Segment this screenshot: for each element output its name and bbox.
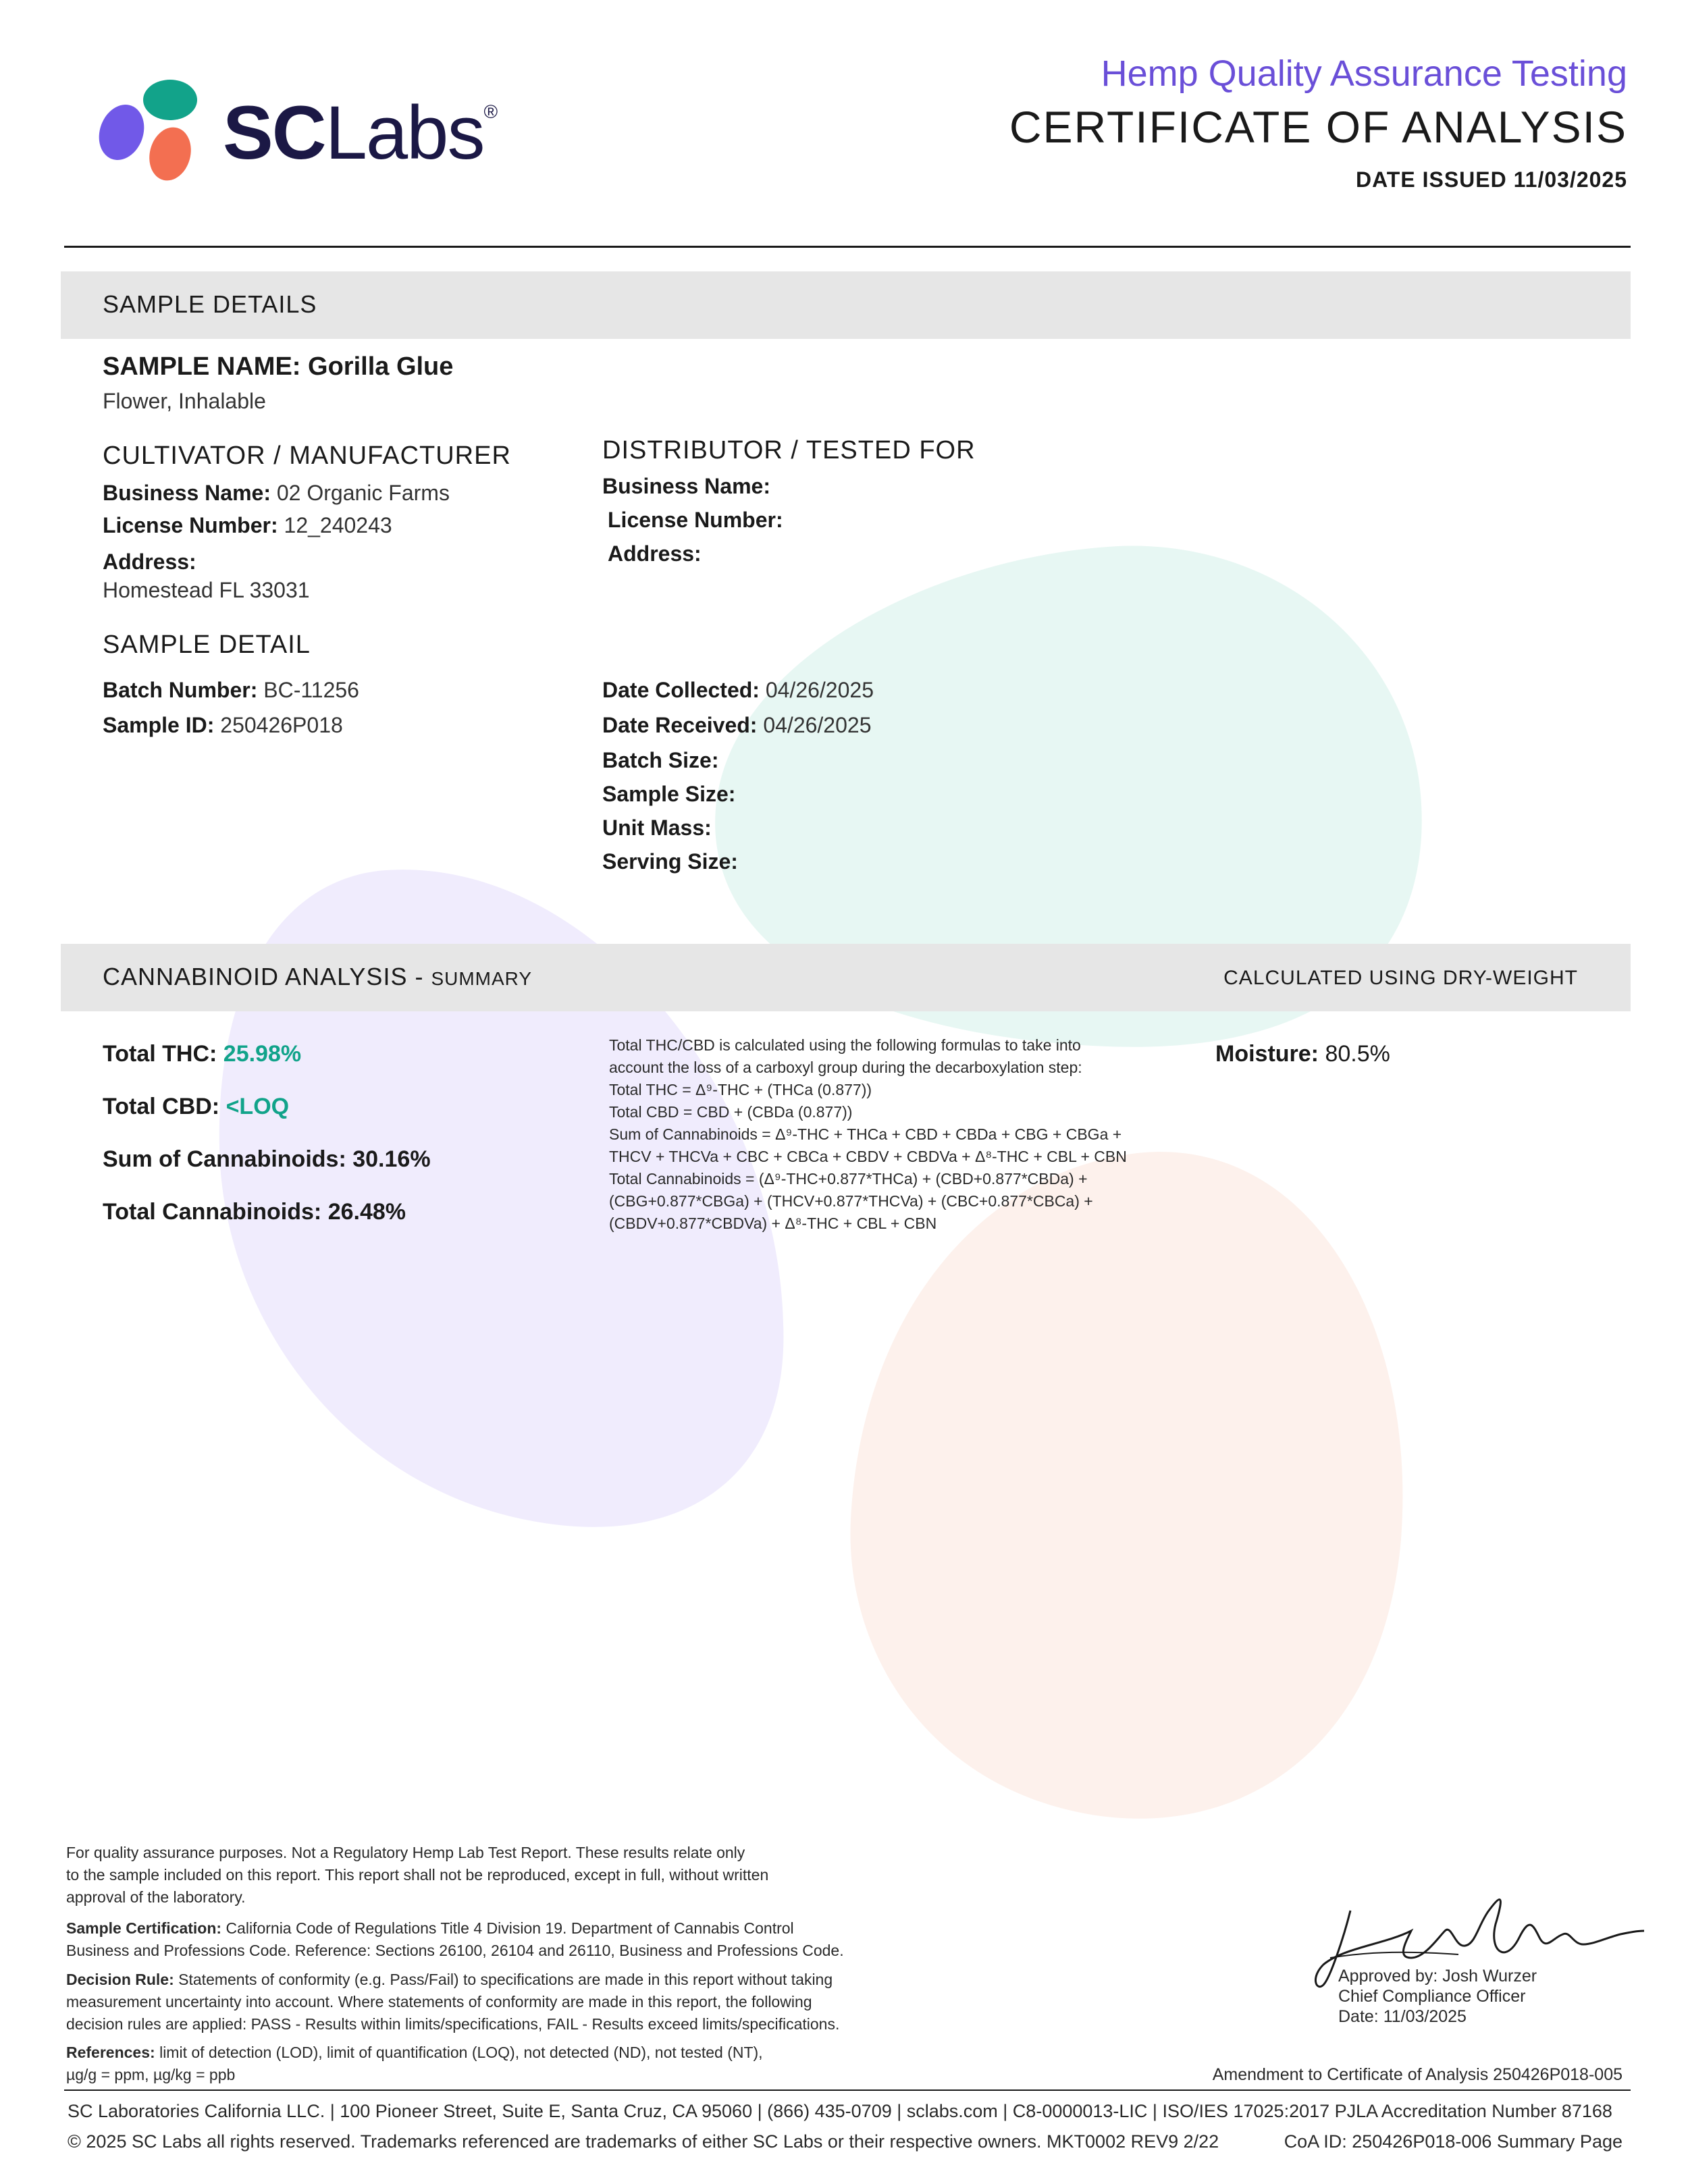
cultivator-address-label-text: Address: xyxy=(103,550,196,574)
approval-block xyxy=(1338,1966,1537,2027)
sample-size xyxy=(602,782,735,807)
decision-rule-label: Decision Rule: xyxy=(66,1971,174,1988)
batch-size xyxy=(602,748,718,773)
qa-notice xyxy=(66,1842,768,1909)
batch-size-label: Batch Size: xyxy=(602,748,719,772)
sample-details-band xyxy=(61,271,1631,339)
sample-certification xyxy=(66,1917,844,1962)
sample-certification-line: Business and Professions Code. Reference: Sections 26100, 26104 and 26110, Business and Professions Code. xyxy=(66,1942,844,1959)
sample-id-label: Sample ID: xyxy=(103,713,215,737)
sample-name-label: SAMPLE NAME: xyxy=(103,352,301,381)
distributor-business-name-label: Business Name: xyxy=(602,474,770,498)
total-thc-label: Total THC: xyxy=(103,1041,217,1067)
sum-of-cannabinoids xyxy=(103,1146,431,1173)
distributor-address xyxy=(608,541,702,566)
qa-line: to the sample included on this report. This report shall not be reproduced, except in full, without written xyxy=(66,1866,769,1884)
total-cbd-value: <LOQ xyxy=(226,1094,290,1119)
sum-value: 30.16% xyxy=(352,1146,431,1172)
formula-line: Total CBD = CBD + (CBDa (0.877)) xyxy=(609,1103,853,1121)
decision-rule-line: measurement uncertainty into account. Where statements of conformity are made in this report, the following xyxy=(66,1993,812,2010)
moisture-label: Moisture: xyxy=(1215,1041,1319,1067)
company-info: SC Laboratories California LLC. | 100 Pioneer Street, Suite E, Santa Cruz, CA 95060 | (866) 435-0709 | sclabs.com | C8-0000013-LIC | ISO/IES 17025:2017 PJLA Accreditation Number 87168 xyxy=(68,2101,1612,2121)
page-title: CERTIFICATE OF ANALYSIS xyxy=(1009,102,1627,152)
total-cannabinoids-value: 26.48% xyxy=(327,1199,406,1225)
distributor-heading: DISTRIBUTOR / TESTED FOR xyxy=(602,436,976,464)
batch-number-label: Batch Number: xyxy=(103,678,258,702)
cultivator-license-value: 12_240243 xyxy=(284,513,392,537)
formula-block xyxy=(609,1034,1127,1235)
cultivator-business-name-label: Business Name: xyxy=(103,481,271,505)
logo-sc: SC xyxy=(223,90,325,175)
references-line: limit of detection (LOD), limit of quantification (LOQ), not detected (ND), not tested (NT), xyxy=(159,2044,763,2061)
logo-registered: ® xyxy=(483,101,497,122)
amendment-note: Amendment to Certificate of Analysis 250426P018-005 xyxy=(1212,2065,1623,2084)
cultivator-address-text: Homestead FL 33031 xyxy=(103,578,310,602)
total-cannabinoids-label: Total Cannabinoids: xyxy=(103,1199,322,1225)
sample-detail-heading: SAMPLE DETAIL xyxy=(103,631,311,659)
total-cbd-label: Total CBD: xyxy=(103,1094,220,1119)
date-collected-value: 04/26/2025 xyxy=(765,678,874,702)
logo-mark-icon xyxy=(95,74,209,189)
cannabinoid-title-small: SUMMARY xyxy=(431,968,533,989)
cultivator-address-value xyxy=(103,578,310,603)
qa-line: For quality assurance purposes. Not a Regulatory Hemp Lab Test Report. These results relate only xyxy=(66,1844,745,1861)
formula-line: THCV + THCVa + CBC + CBCa + CBDV + CBDVa + Δ⁸-THC + CBL + CBN xyxy=(609,1148,1127,1165)
decision-rule xyxy=(66,1969,839,2035)
copyright: © 2025 SC Labs all rights reserved. Trademarks referenced are trademarks of either SC Labs or their respective owners. MKT0002 REV9 2/22 xyxy=(68,2131,1219,2152)
cultivator-business-name-value: 02 Organic Farms xyxy=(276,481,450,505)
date-received-value: 04/26/2025 xyxy=(763,713,872,737)
footer-divider xyxy=(64,2089,1631,2091)
sample-size-label: Sample Size: xyxy=(602,782,736,806)
serving-size xyxy=(602,849,738,874)
distributor-business-name xyxy=(602,474,770,499)
logo-labs: Labs xyxy=(325,90,484,175)
approval-date: Date: 11/03/2025 xyxy=(1338,2007,1467,2026)
dry-weight-note: CALCULATED USING DRY-WEIGHT xyxy=(1223,967,1578,989)
distributor-license xyxy=(608,508,783,533)
formula-line: Sum of Cannabinoids = Δ⁹-THC + THCa + CBD + CBDa + CBG + CBGa + xyxy=(609,1125,1122,1143)
sample-type: Flower, Inhalable xyxy=(103,389,266,413)
coa-id: CoA ID: 250426P018-006 Summary Page xyxy=(1284,2131,1623,2152)
sample-id-value: 250426P018 xyxy=(220,713,343,737)
total-cannabinoids xyxy=(103,1199,406,1225)
formula-line: account the loss of a carboxyl group during the decarboxylation step: xyxy=(609,1059,1082,1076)
batch-number xyxy=(103,678,359,703)
serving-size-label: Serving Size: xyxy=(602,849,738,874)
approved-by: Approved by: Josh Wurzer xyxy=(1338,1967,1537,1986)
sample-certification-line: California Code of Regulations Title 4 Division 19. Department of Cannabis Control xyxy=(226,1919,794,1937)
sample-name xyxy=(103,352,453,381)
sample-name-value: Gorilla Glue xyxy=(308,352,454,381)
cultivator-license-label: License Number: xyxy=(103,513,278,537)
cannabinoid-title xyxy=(103,963,532,991)
total-thc xyxy=(103,1041,301,1067)
date-received xyxy=(602,713,871,738)
total-thc-value: 25.98% xyxy=(223,1041,302,1067)
unit-mass-label: Unit Mass: xyxy=(602,816,712,840)
date-collected xyxy=(602,678,874,703)
formula-line: Total THC/CBD is calculated using the following formulas to take into xyxy=(609,1036,1081,1054)
decision-rule-line: Statements of conformity (e.g. Pass/Fail) to specifications are made in this report without taking xyxy=(178,1971,833,1988)
logo xyxy=(95,74,554,189)
cannabinoid-band xyxy=(61,944,1631,1011)
moisture-value: 80.5% xyxy=(1325,1041,1390,1067)
cultivator-business-name xyxy=(103,481,450,506)
date-collected-label: Date Collected: xyxy=(602,678,760,702)
formula-line: Total THC = Δ⁹-THC + (THCa (0.877)) xyxy=(609,1081,872,1098)
decision-rule-line: decision rules are applied: PASS - Results within limits/specifications, FAIL - Results exceed limits/specifications. xyxy=(66,2015,840,2033)
distributor-address-label: Address: xyxy=(608,541,702,566)
formula-line: Total Cannabinoids = (Δ⁹-THC+0.877*THCa) + (CBD+0.877*CBDa) + xyxy=(609,1170,1088,1188)
references-line: µg/g = ppm, µg/kg = ppb xyxy=(66,2066,236,2083)
distributor-license-label: License Number: xyxy=(608,508,783,532)
header-subtitle: Hemp Quality Assurance Testing xyxy=(1101,53,1627,94)
formula-line: (CBG+0.877*CBGa) + (THCV+0.877*THCVa) + (CBC+0.877*CBCa) + xyxy=(609,1192,1093,1210)
cultivator-license xyxy=(103,513,392,538)
approver-title: Chief Compliance Officer xyxy=(1338,1987,1526,2006)
sample-id xyxy=(103,713,343,738)
references-label: References: xyxy=(66,2044,155,2061)
qa-line: approval of the laboratory. xyxy=(66,1888,246,1906)
cultivator-address-label xyxy=(103,550,196,575)
date-issued: DATE ISSUED 11/03/2025 xyxy=(1355,167,1627,192)
batch-number-value: BC-11256 xyxy=(263,678,359,702)
cultivator-heading: CULTIVATOR / MANUFACTURER xyxy=(103,442,511,470)
sum-label: Sum of Cannabinoids: xyxy=(103,1146,346,1172)
logo-wordmark xyxy=(223,89,496,176)
sample-details-title: SAMPLE DETAILS xyxy=(103,290,317,318)
references xyxy=(66,2042,763,2086)
date-received-label: Date Received: xyxy=(602,713,758,737)
header-divider xyxy=(64,246,1631,248)
total-cbd xyxy=(103,1094,289,1120)
sample-certification-label: Sample Certification: xyxy=(66,1919,222,1937)
unit-mass xyxy=(602,816,712,841)
peach-blob xyxy=(850,1152,1402,1819)
cannabinoid-title-main: CANNABINOID ANALYSIS - xyxy=(103,963,431,990)
formula-line: (CBDV+0.877*CBDVa) + Δ⁸-THC + CBL + CBN xyxy=(609,1215,937,1232)
moisture xyxy=(1215,1041,1390,1067)
